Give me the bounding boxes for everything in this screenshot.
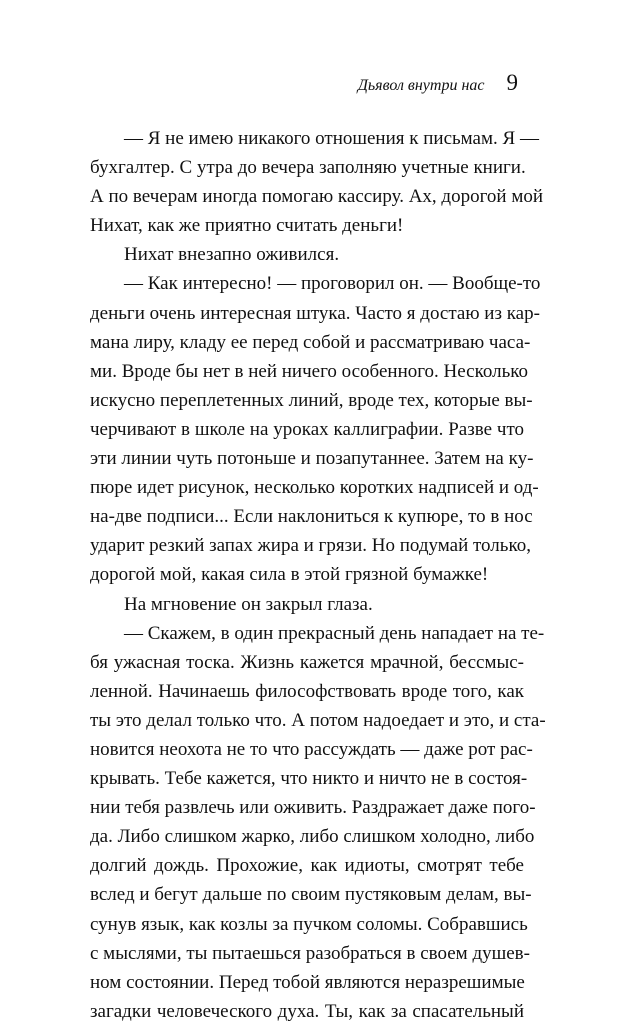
running-title: Дьявол внутри нас (357, 77, 485, 94)
text-line: вслед и бегут дальше по своим пустяковым делам, вы- (90, 884, 532, 906)
text-line: ударит резкий запах жира и грязи. Но подумай только, (90, 535, 531, 557)
text-line: с мыслями, ты пытаешься разобраться в своем душев- (90, 942, 530, 964)
text-line: бя ужасная тоска. Жизнь кажется мрачной, бессмыс- (90, 651, 524, 673)
text-line: долгий дождь. Прохожие, как идиоты, смотрят тебе (90, 855, 524, 877)
text-line: — Скажем, в один прекрасный день нападает на те- (124, 622, 545, 644)
text-line: ты это делал только что. А потом надоедает и это, и ста- (90, 709, 546, 731)
running-head (358, 70, 518, 96)
text-line: пюре идет рисунок, несколько коротких надписей и од- (90, 477, 539, 499)
text-line: ленной. Начинаешь философствовать вроде того, как (90, 680, 524, 702)
page-number: 9 (506, 70, 518, 95)
text-line: бухгалтер. С утра до вечера заполняю учетные книги. (90, 157, 526, 179)
text-line: На мгновение он закрыл глаза. (124, 593, 373, 615)
text-line: на-две подписи... Если наклониться к купюре, то в нос (90, 506, 533, 528)
text-line: искусно переплетенных линий, вроде тех, которые вы- (90, 389, 533, 411)
text-line: крывать. Тебе кажется, что никто и ничто не в состоя- (90, 768, 528, 790)
text-line: загадки человеческого духа. Ты, как за спасательный (90, 1000, 524, 1022)
text-line: — Я не имею никакого отношения к письмам. Я — (124, 128, 539, 149)
body-text (90, 124, 546, 1026)
text-line: ми. Вроде бы нет в ней ничего особенного. Несколько (90, 360, 529, 382)
text-line: сунув язык, как козлы за пучком соломы. Собравшись (90, 913, 528, 935)
text-line: нии тебя развлечь или оживить. Раздражает даже пого- (90, 797, 536, 819)
text-line: да. Либо слишком жарко, либо слишком холодно, либо (90, 826, 535, 848)
text-line: деньги очень интересная штука. Часто я достаю из кар- (90, 302, 540, 324)
text-line: — Как интересно! — проговорил он. — Вообще-то (124, 273, 541, 295)
text-line: новится неохота не то что рассуждать — даже рот рас- (90, 738, 533, 760)
text-line: дорогой мой, какая сила в этой грязной бумажке! (90, 564, 489, 586)
text-line: Нихат, как же приятно считать деньги! (90, 215, 404, 237)
text-line: мана лиру, кладу ее перед собой и рассматриваю часа- (90, 331, 531, 353)
text-line: эти линии чуть потоньше и позапутаннее. Затем на ку- (90, 448, 534, 470)
text-line: А по вечерам иногда помогаю кассиру. Ах, дорогой мой (90, 186, 544, 208)
text-line: черчивают в школе на уроках каллиграфии. Разве что (90, 418, 524, 440)
text-line: ном состоянии. Перед тобой являются неразрешимые (90, 971, 525, 993)
text-line: Нихат внезапно оживился. (124, 244, 340, 266)
